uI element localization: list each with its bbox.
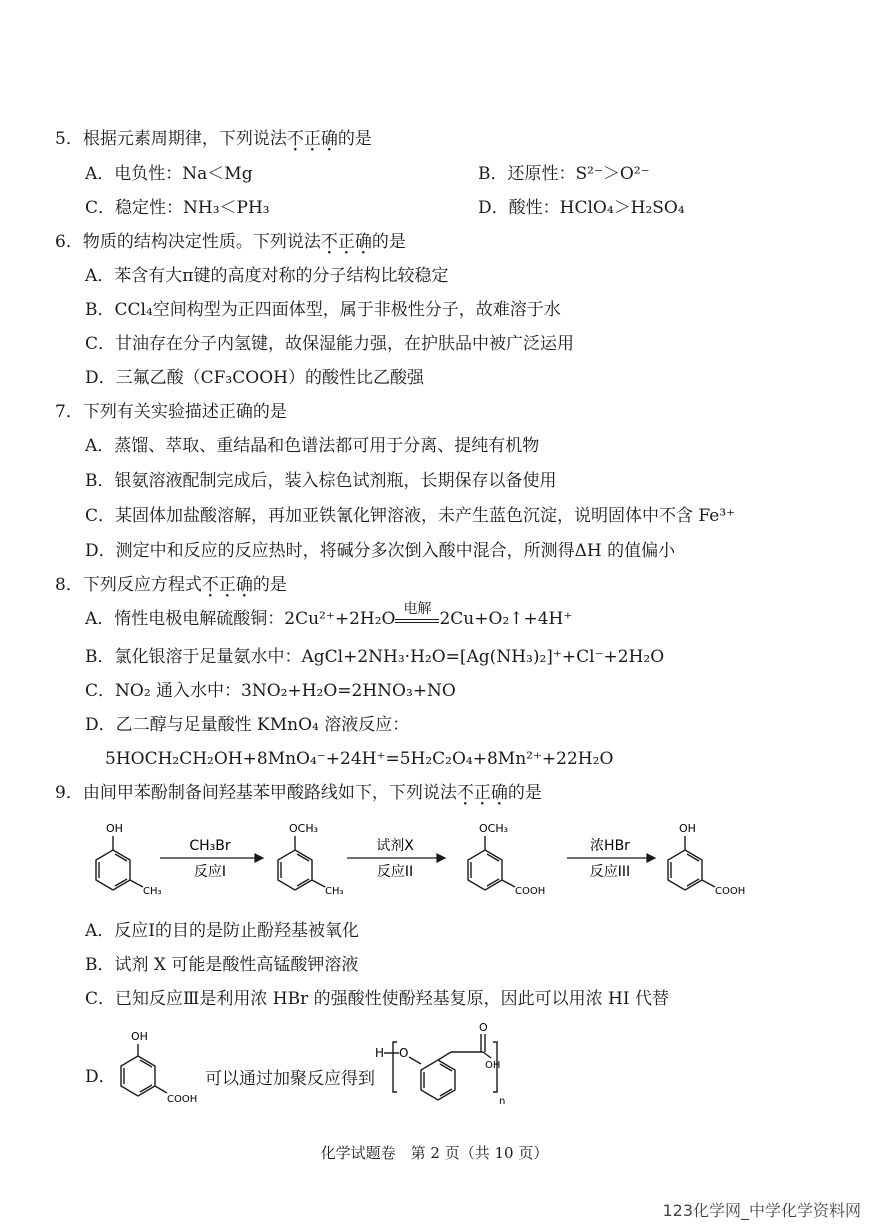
q8-option-c: C．NO₂ 通入水中：3NO₂+H₂O=2HNO₃+NO <box>85 681 456 701</box>
step2-reagent: 试剂X <box>376 838 414 854</box>
watermark: 123化学网_中学化学资料网 <box>662 1201 861 1220</box>
polymer-o: O <box>399 1046 409 1060</box>
m3-sub1: OCH₃ <box>479 822 509 835</box>
step2-label: 反应II <box>376 864 414 880</box>
polymer-h: H <box>375 1046 385 1060</box>
page-footer: 化学试题卷 第 2 页（共 10 页） <box>320 1144 549 1162</box>
q6-stem: 6．物质的结构决定性质。下列说法不正确的是 <box>55 232 406 252</box>
q9-d-polymer <box>375 1020 535 1110</box>
q7-option-a: A．蒸馏、萃取、重结晶和色谱法都可用于分离、提纯有机物 <box>85 436 540 456</box>
q8-option-a: A．惰性电极电解硫酸铜：2Cu²⁺+2H₂O 电解 2Cu+O₂↑+4H⁺ <box>85 601 573 629</box>
m1-sub1: OH <box>106 822 123 835</box>
d-mol-sub1: OH <box>131 1030 148 1043</box>
electrolysis-condition: 电解 <box>403 601 432 617</box>
m2-sub2: CH₃ <box>325 886 344 897</box>
m4-sub2: COOH <box>715 886 746 897</box>
molecule-m-cresol <box>96 836 143 890</box>
q6-option-b: B．CCl₄空间构型为正四面体型，属于非极性分子，故难溶于水 <box>85 300 561 320</box>
q9-stem: 9．由间甲苯酚制备间羟基苯甲酸路线如下，下列说法不正确的是 <box>55 783 542 803</box>
m1-sub2: CH₃ <box>143 886 162 897</box>
reaction-scheme <box>85 812 785 912</box>
step3-reagent: 浓HBr <box>590 838 630 854</box>
q8-stem: 8．下列反应方程式不正确的是 <box>55 575 287 595</box>
q9-option-b: B．试剂 X 可能是酸性高锰酸钾溶液 <box>85 955 359 975</box>
q7-option-b: B．银氨溶液配制完成后，装入棕色试剂瓶，长期保存以备使用 <box>85 471 557 491</box>
q5-option-d: D．酸性：HClO₄＞H₂SO₄ <box>478 198 685 218</box>
q7-option-d: D．测定中和反应的反应热时，将碱分多次倒入酸中混合，所测得ΔH 的值偏小 <box>85 541 676 561</box>
q7-stem: 7．下列有关实验描述正确的是 <box>55 402 287 422</box>
q9-d-monomer <box>105 1026 215 1112</box>
molecule-m-hydroxybenzoic-acid <box>668 836 715 890</box>
q6-option-a: A．苯含有大π键的高度对称的分子结构比较稳定 <box>85 266 449 286</box>
q5-option-c: C．稳定性：NH₃＜PH₃ <box>85 198 270 218</box>
polymer-oh: OH <box>485 1060 501 1071</box>
d-mol-sub2: COOH <box>167 1094 198 1105</box>
q9-option-a: A．反应Ⅰ的目的是防止酚羟基被氧化 <box>85 921 359 941</box>
q5-stem: 5．根据元素周期律，下列说法不正确的是 <box>55 129 372 149</box>
m2-sub1: OCH₃ <box>289 822 319 835</box>
q8-option-d-equation: 5HOCH₂CH₂OH+8MnO₄⁻+24H⁺=5H₂C₂O₄+8Mn²⁺+22H₂O <box>105 749 614 769</box>
step3-label: 反应III <box>589 864 631 880</box>
step1-reagent: CH₃Br <box>189 838 231 854</box>
q5-option-a: A．电负性：Na＜Mg <box>85 164 253 184</box>
m3-sub2: COOH <box>515 886 546 897</box>
polymer-carbonyl-o: O <box>479 1021 488 1034</box>
q6-option-d: D．三氟乙酸（CF₃COOH）的酸性比乙酸强 <box>85 368 424 388</box>
polymer-n: n <box>499 1096 506 1107</box>
m4-sub1: OH <box>679 822 696 835</box>
q7-option-c: C．某固体加盐酸溶解，再加亚铁氰化钾溶液，未产生蓝色沉淀，说明固体中不含 Fe³⁺ <box>85 506 736 526</box>
q9-option-d-label: D． <box>85 1067 116 1087</box>
step1-label: 反应I <box>193 864 227 880</box>
q5-option-b: B．还原性：S²⁻＞O²⁻ <box>478 164 650 184</box>
q9-option-d-text: 可以通过加聚反应得到 <box>205 1069 375 1089</box>
q9-option-c: C．已知反应Ⅲ是利用浓 HBr 的强酸性使酚羟基复原，因此可以用浓 HI 代替 <box>85 989 670 1009</box>
q8-option-d: D．乙二醇与足量酸性 KMnO₄ 溶液反应： <box>85 715 410 735</box>
molecule-m-methylanisole <box>278 836 325 890</box>
molecule-m-methoxybenzoic-acid <box>468 836 515 890</box>
q6-option-c: C．甘油存在分子内氢键，故保湿能力强，在护肤品中被广泛运用 <box>85 334 575 354</box>
q8-option-b: B．氯化银溶于足量氨水中：AgCl+2NH₃·H₂O=[Ag(NH₃)₂]⁺+Cl⁻+2H₂O <box>85 647 665 667</box>
